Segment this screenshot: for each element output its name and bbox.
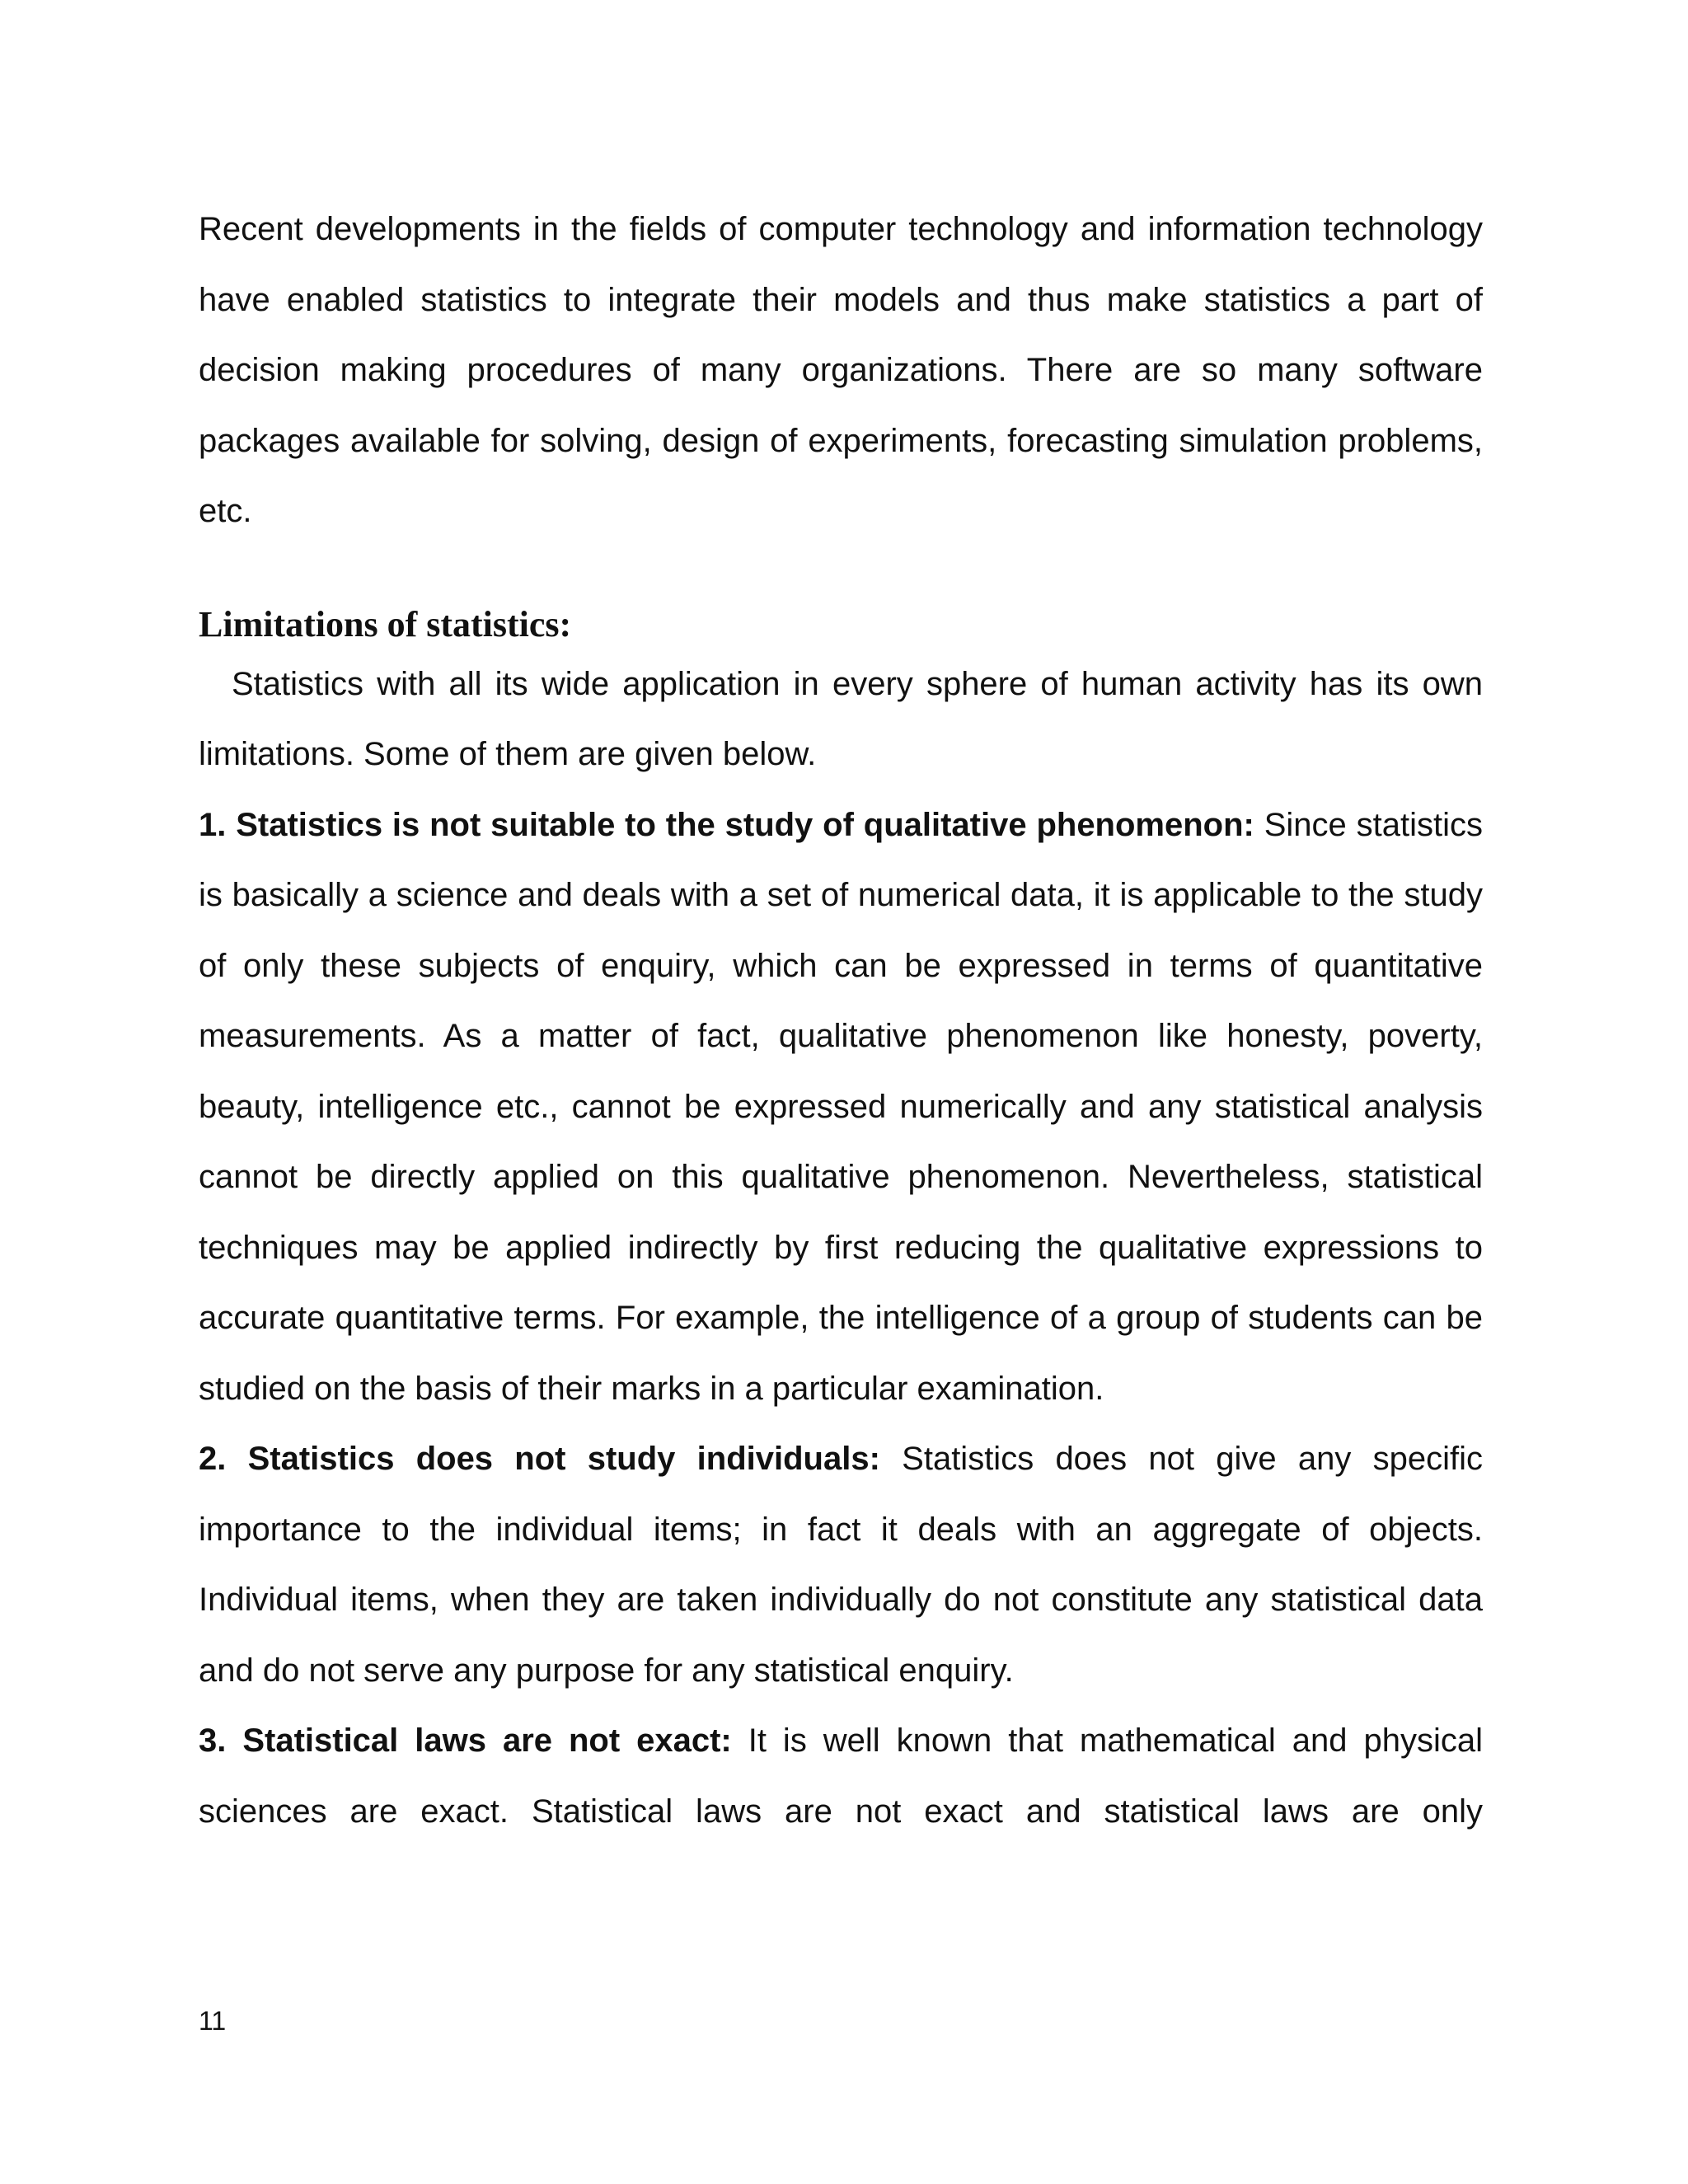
limitation-item-1-body: Since statistics is basically a science and deals with a set of numerical data, it is applicable to the study of only these subjects of enquiry, which can be expressed in terms of quantitative measurements. As a matter of fact, qualitative phenomenon like honesty, poverty, beauty, intelligence etc., cannot be expressed numerically and any statistical analysis cannot be directly applied on this qualitative phenomenon. Nevertheless, statistical techniques may be applied indirectly by first reducing the qualitative expressions to accurate quantitative terms. For example, the intelligence of a group of students can be studied on the basis of their marks in a particular examination. <box>199 806 1483 1407</box>
limitation-item-3 <box>199 1706 1483 1847</box>
page-number: 11 <box>199 2006 227 2036</box>
intro-paragraph: Recent developments in the fields of computer technology and information technology have enabled statistics to integrate their models and thus make statistics a part of decision making procedures of many organizations. There are so many software packages available for solving, design of experiments, forecasting simulation problems, etc. <box>199 211 1483 529</box>
limitation-item-1-title: 1. Statistics is not suitable to the study of qualitative phenomenon: <box>199 806 1254 843</box>
section-intro-paragraph: Statistics with all its wide application in every sphere of human activity has its own limitations. Some of them are given below. <box>199 665 1483 772</box>
document-page <box>199 194 1483 1847</box>
limitation-item-2-body: Statistics does not give any specific importance to the individual items; in fact it deals with an aggregate of objects. Individual items, when they are taken individually do not constitute any statistical data and do not serve any purpose for any statistical enquiry. <box>199 1441 1484 1689</box>
limitation-item-3-body: It is well known that mathematical and physical sciences are exact. Statistical laws are not exact and statistical laws are only <box>199 1722 1483 1830</box>
section-heading: Limitations of statistics: <box>199 603 572 644</box>
limitation-item-1 <box>199 790 1483 1425</box>
limitation-item-2 <box>199 1424 1483 1706</box>
limitation-item-3-title: 3. Statistical laws are not exact: <box>199 1722 732 1759</box>
limitation-item-2-title: 2. Statistics does not study individuals: <box>199 1441 880 1477</box>
